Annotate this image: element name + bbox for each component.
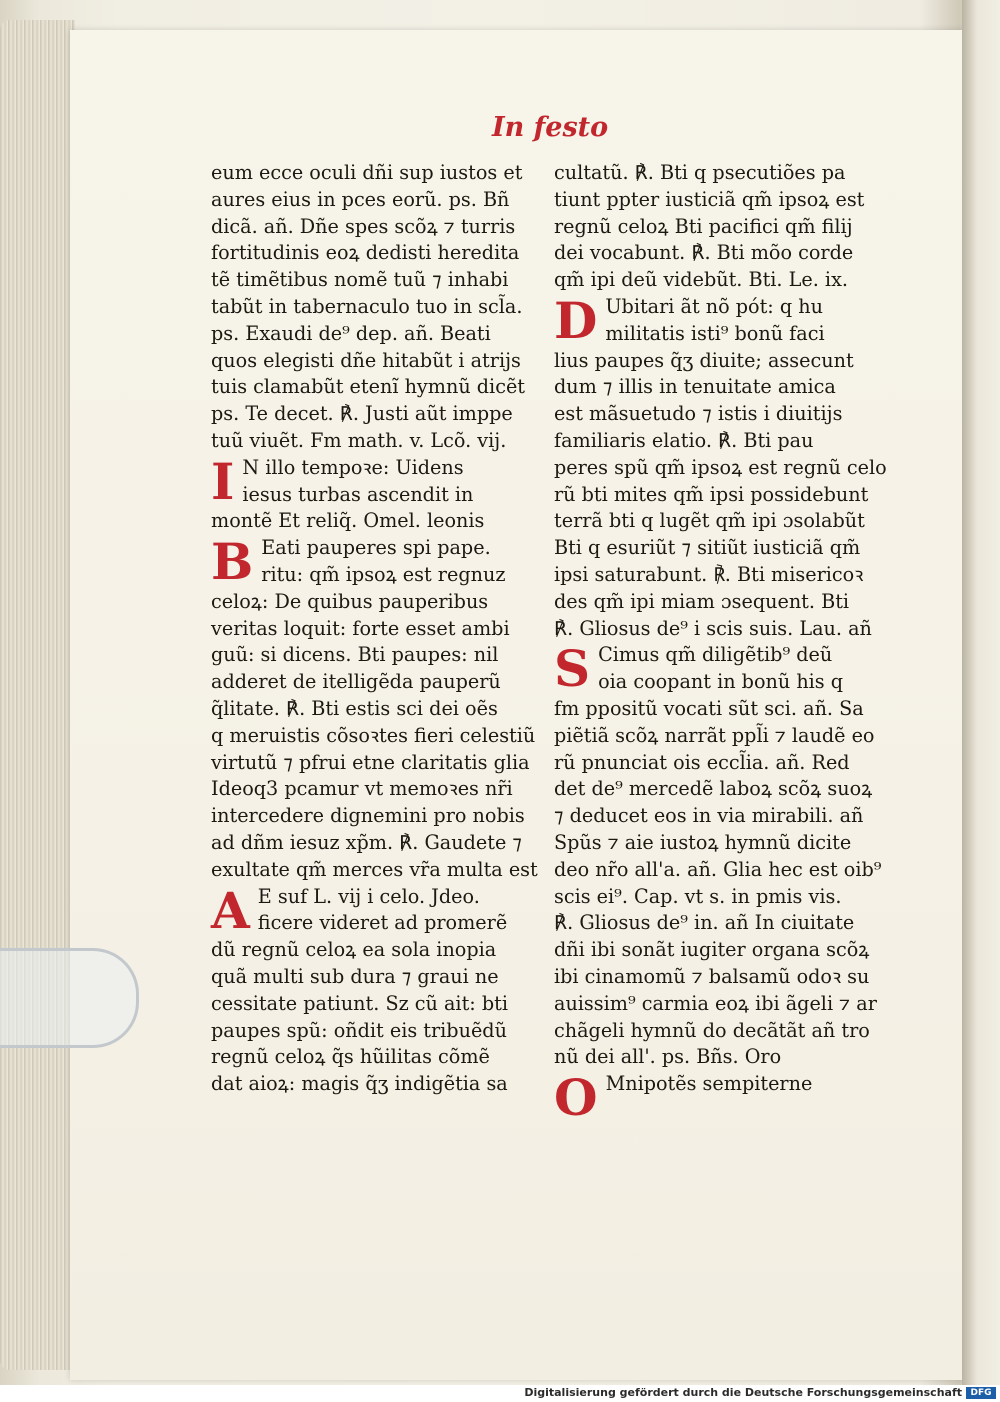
text-line-content: exultate qm̃ merces vr̃a multa est [211,857,538,881]
left-column [211,160,541,1098]
text-line-content: aures eius in pces eorũ. ps. Bñ [211,187,510,211]
text-line [211,589,541,616]
text-line [554,616,884,643]
text-line [211,696,541,723]
text-line-content: ℟. Gliosus de⁹ in. añ In ciuitate [554,911,855,935]
text-line-content: familiaris elatio. ℟. Bti pau [554,428,814,452]
text-line-content: piẽtiã scõꝝ narrãt ppl̃i ⁊ laudẽ eo [554,723,875,747]
text-line [554,455,887,482]
text-line-content: fortitudinis eoꝝ dedisti hereditа [211,241,520,265]
text-line-content: rũ pnunciat ois eccl̃ia. añ. Red [554,750,850,774]
text-line [211,669,541,696]
text-line-content: q meruistis cõsoꝛtes fieri celestiũ [211,723,536,747]
text-line [554,374,884,401]
decorated-initial: I [211,451,235,511]
text-line [211,910,541,937]
text-line [554,1068,884,1128]
text-line-content: det de⁹ mercedẽ laboꝝ scõꝝ suoꝝ [554,777,873,801]
text-line [211,991,541,1018]
text-line-content: ps. Te decet. ℟. Justi aũt imppe [211,402,513,426]
text-line-content: ficere videret ad promerẽ [257,911,508,935]
text-line [211,723,541,750]
text-line-content: terrã bti q lugẽt qm̃ ipi ɔsolabũt [554,509,865,533]
book-fore-edge [0,20,75,1370]
text-line-content: tuũ viuẽt. Fm math. v. Lcõ. vij. [211,428,507,452]
text-line-content: ⁊ deducet eos in via mirabili. añ [554,804,864,828]
text-line-content: fm ppositũ vocati sũt sci. añ. Sa [554,696,864,720]
text-line [211,830,541,857]
text-line-content: ipsi saturabunt. ℟. Bti misericoꝛ [554,562,864,586]
text-line [554,508,884,535]
text-line [554,482,884,509]
text-line [211,321,541,348]
text-line-content: cultatũ. ℟. Bti q psecutiões pa [554,161,846,184]
text-line-content: militatis isti⁹ bonũ faci [605,321,825,345]
text-line [211,160,541,187]
text-line [211,1071,541,1098]
text-line [211,187,541,214]
text-line-content: qm̃ ipi deũ videbũt. Bti. Le. ix. [554,268,848,292]
text-line [554,857,884,884]
text-line-content: peres spũ qm̃ ipsoꝝ est regnũ celo [554,455,887,479]
text-line-content: q̃litate. ℟. Bti estis sci dei oẽs [211,696,498,720]
text-line [211,776,541,803]
decorated-initial: S [554,639,591,699]
text-line-content: regnũ celoꝝ q̃s hũilitas cõmẽ [211,1045,490,1069]
text-line-content: nũ dei all'. ps. Bñs. Oro [554,1045,782,1069]
decorated-initial: B [211,532,254,592]
next-page-edge [962,0,1000,1385]
right-column [554,160,887,1128]
text-line [211,937,541,964]
text-line-content: rũ bti mites qm̃ ipsi possidebunt [554,482,869,506]
text-line-content: dei vocabunt. ℟. Bti mõo corde [554,241,854,265]
text-line-content: Spũs ⁊ aie iustoꝝ hymnũ dicite [554,830,852,854]
decorated-initial: A [211,880,250,940]
text-line [211,642,541,669]
text-line-content: montẽ Et reliq̃. Omel. leonis [211,509,485,533]
text-line-content: celoꝝ: De quibus pauperibus [211,589,489,613]
text-line [554,937,884,964]
text-line [211,750,541,777]
text-line-content: guũ: si dicens. Bti paupes: nil [211,643,499,667]
dfg-logo: DFG [966,1387,996,1399]
text-line [554,776,884,803]
text-line [554,428,884,455]
text-line [554,187,884,214]
decorated-initial: O [554,1068,598,1128]
text-line [211,294,541,321]
text-line-content: est mãsuetudo ⁊ istis i diuitijs [554,402,843,426]
text-line-content: tiunt ppter iusticiã qm̃ ipsoꝝ est [554,187,865,211]
text-line [211,267,541,294]
text-line [554,348,884,375]
text-line [554,1018,884,1045]
text-line-content: Eati pauperes spi pape. [261,536,491,560]
text-line [554,803,884,830]
text-line [211,562,541,589]
text-line [554,884,884,911]
text-line-content: eum ecce oculi dñi sup iustos et [211,161,523,184]
text-line-content: adderet de itelligẽda pauperũ [211,670,501,694]
text-line [554,696,884,723]
text-line-content: scis ei⁹. Cap. vt s. in pmis vis. [554,884,842,908]
text-line-content: tẽ timẽtibus nomẽ tuũ ⁊ inhabi [211,268,509,292]
text-line-content: ℟. Gliosus de⁹ i scis suis. Lau. añ [554,616,872,640]
text-line [554,535,884,562]
text-line [554,589,884,616]
text-line-content: Ubitari ãt nõ pót: q hu [605,294,823,318]
text-line [554,240,884,267]
text-line-content: regnũ celoꝝ Bti pacifici qm̃ filij [554,214,853,238]
text-line [554,1044,884,1071]
text-line-content: tuis clamabũt etenĩ hymnũ dicẽt [211,375,526,399]
text-line-content: N illo tempoꝛe: Uidens [242,455,464,479]
text-line-content: intercedere dignemini pro nobis [211,804,525,828]
text-line-content: dũ regnũ celoꝝ ea sola inopia [211,938,497,962]
text-line [211,1018,541,1045]
text-line-content: des qm̃ ipi miam ɔsequent. Bti [554,589,850,613]
running-header: In festo [492,112,609,143]
text-line [554,750,884,777]
text-line-content: cessitate patiunt. Sz cũ ait: bti [211,991,508,1015]
text-line [554,910,884,937]
text-line [211,428,541,455]
text-line-content: Mnipotẽs sempiterne [605,1072,813,1096]
text-line-content: auissim⁹ carmia eoꝝ ibi ãgeli ⁊ ar [554,991,877,1015]
text-line [554,214,884,241]
text-line [554,723,884,750]
text-line-content: ibi cinamomũ ⁊ balsamũ odoꝛ su [554,964,870,988]
text-line-content: paupes spũ: oñdit eis tribuẽdũ [211,1018,507,1042]
text-line-content: quã multi sub dura ⁊ graui ne [211,964,499,988]
text-line-content: tabũt in tabernaculo tuo in scl̃a. [211,294,523,318]
text-line [211,616,541,643]
page-clip [0,948,139,1048]
text-line [211,214,541,241]
text-line [554,964,884,991]
text-line [554,830,884,857]
text-line [554,267,884,294]
text-line-content: veritas loquit: forte esset ambi [211,616,510,640]
text-line [554,562,884,589]
text-line-content: ritu: qm̃ ipsoꝝ est regnuz [261,562,506,586]
text-line-content: dñi ibi sonãt iugiter organa scõꝝ [554,938,870,962]
text-line [211,508,541,535]
text-line-content: E suf L. vij i celo. Jdeo. [257,884,480,908]
text-line [211,482,541,509]
text-line-content: chãgeli hymnũ do decãtãt añ tro [554,1018,870,1042]
text-line-content: quos elegisti dñe hitabũt i atrijs [211,348,521,372]
text-line-content: deo nr̃o all'a. añ. Glia hec est oib⁹ [554,857,882,881]
decorated-initial: D [554,290,598,350]
text-line-content: virtutũ ⁊ pfrui etne claritatis glia [211,750,530,774]
text-line [554,401,884,428]
footer-credit: Digitalisierung gefördert durch die Deutsche Forschungsgemeinschaft [524,1386,962,1399]
text-line-content: dat aioꝝ: magis q̃ʒ indigẽtia sa [211,1072,508,1096]
text-line-content: ad dñm iesuz xp̃m. ℟. Gaudete ⁊ [211,830,522,854]
text-line [211,401,541,428]
text-line [211,374,541,401]
text-line-content: iesus turbas ascendit in [242,482,474,506]
text-line-content: dicã. añ. Dñe spes scõꝝ ⁊ turris [211,214,516,238]
text-line [211,240,541,267]
text-line-content: dum ⁊ illis in tenuitate amica [554,375,836,399]
text-line-content: lius paupes q̃ʒ diuite; assecunt [554,348,854,372]
text-line [211,803,541,830]
text-line [211,964,541,991]
text-line-content: Ideoq3 pcamur vt memoꝛes nr̃i [211,777,513,801]
text-line [554,321,884,348]
text-line-content: oia coopant in bonũ his q [598,670,844,694]
text-line [554,991,884,1018]
text-line [211,857,541,884]
text-line [211,1044,541,1071]
text-line [554,160,884,187]
text-line [554,669,884,696]
text-line-content: ps. Exaudi de⁹ dep. añ. Beati [211,321,491,345]
text-line-content: Bti q esuriũt ⁊ sitiũt iusticiã qm̃ [554,536,861,560]
text-line-content: Cimus qm̃ diligẽtib⁹ deũ [598,643,833,667]
text-line [211,348,541,375]
